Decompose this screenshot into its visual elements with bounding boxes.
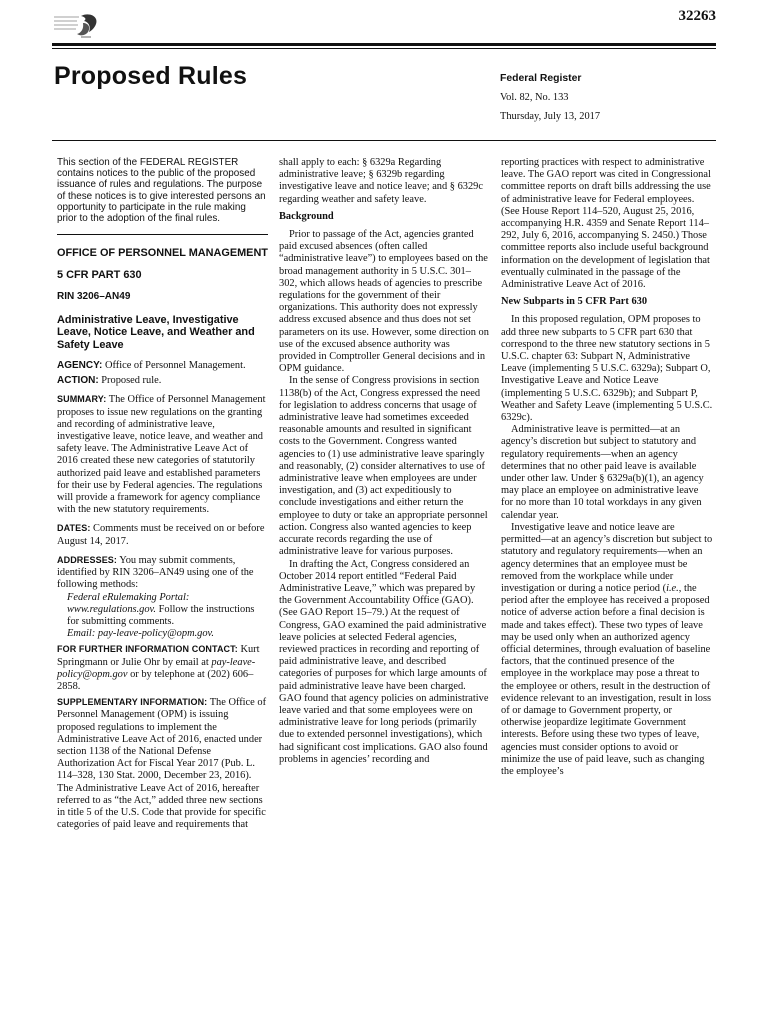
email-link[interactable]: pay-leave-policy@opm.gov. xyxy=(97,628,214,640)
portal-label: Federal eRulemaking Portal: xyxy=(67,591,190,603)
portal-line xyxy=(57,592,268,629)
email-label: Email: xyxy=(67,628,96,640)
document-title: Administrative Leave, Investigative Leave, Notice Leave, and Weather and Safety Leave xyxy=(57,313,255,351)
action-label: ACTION: xyxy=(57,375,99,387)
intro-divider xyxy=(57,234,268,235)
cfr-part: 5 CFR PART 630 xyxy=(57,269,142,282)
background-heading: Background xyxy=(279,210,334,222)
contact-name: Kurt Springmann or Julie Ohr by email at xyxy=(57,644,260,668)
volume-number: Vol. 82, No. 133 xyxy=(500,92,569,103)
contact-field xyxy=(57,643,268,693)
summary-label: SUMMARY: xyxy=(57,394,107,405)
publication-info xyxy=(500,73,600,130)
column-2-continuation: shall apply to each: § 6329a Regarding administrative leave; § 6329b regarding investigative leave and notice leave; and § 6329c regarding weather and safety leave. xyxy=(279,157,483,205)
section-title: Proposed Rules xyxy=(54,62,248,90)
supplementary-text: The Office of Personnel Management (OPM) is issuing proposed regulations to implement the Administrative Leave Act of 2016, enacted under section 1138 of the National Defense Authorization Act for Fiscal Year 2017 (Pub. L. 114–328, 130 Stat. 2000, December 23, 2016). The Administrative Leave Act of 2016, hereafter referred to as “the Act,” added three new sections in title 5 of the U.S. Code that provide for specific categories of paid leave and requirements that xyxy=(57,697,267,831)
addresses-field xyxy=(57,554,268,592)
gpo-authentication-seal-icon xyxy=(53,12,99,40)
summary-text: The Office of Personnel Management proposes to issue new regulations on the granting and recording of administrative leave, investigative leave, notice leave, and weather and safety leave. The Administrative Leave Act of 2016 created these new categories of statutorily authorized paid leave and established parameters for their use by Federal agencies. The regulations will provide a framework for agency compliance with the new statutory requirements. xyxy=(57,394,266,516)
contact-email-link[interactable]: pay-leave-policy@opm.gov xyxy=(57,656,256,680)
portal-instructions: Follow the instructions for submitting comments. xyxy=(67,603,255,627)
supplementary-label: SUPPLEMENTARY INFORMATION: xyxy=(57,697,208,708)
agency-field xyxy=(57,360,268,372)
dates-text: Comments must be received on or before August 14, 2017. xyxy=(57,523,265,547)
addresses-text: You may submit comments, identified by RIN 3206–AN49 using one of the following methods: xyxy=(57,554,254,591)
supplementary-field xyxy=(57,696,268,831)
column-2 xyxy=(279,157,489,766)
agency-heading: OFFICE OF PERSONNEL MANAGEMENT xyxy=(57,247,268,260)
background-paragraph-3: In drafting the Act, Congress considered an October 2014 report entitled “Federal Paid Administrative Leave,” which was prepared by the Government Accountability Office (GAO). (See GAO Report 15–79.) At the request of Congress, GAO examined the paid administrative leave policies at selected Federal agencies, reviewed practices in recording and reporting of paid administrative leave, and described categories of purposes for which large amounts of paid administrative leave have been charged. GAO found that agency policies on administrative leave varied and that some employees were on administrative leave for long periods (primarily due to extended personnel investigations), which had significant cost implications. GAO also found problems in agencies’ recording and xyxy=(279,558,489,765)
dates-field xyxy=(57,522,268,547)
background-paragraph-2: In the sense of Congress provisions in section 1138(b) of the Act, Congress expressed the need for legislation to address concerns that usage of administrative leave had sometimes exceeded reasonable amounts and resulted in significant costs to the Government. Congress wanted agencies to (1) use administrative leave sparingly and reasonably, (2) consider alternatives to use of administrative leave when employees are under investigation, and (3) act expeditiously to conclude investigations and either return the employee to duty or take an appropriate personnel action. Congress also wanted agencies to keep accurate records regarding the use of administrative leave for various purposes. xyxy=(279,375,488,558)
portal-link[interactable]: www.regulations.gov. xyxy=(67,603,156,615)
rin-number: RIN 3206–AN49 xyxy=(57,290,131,302)
page-number: 32263 xyxy=(678,8,716,24)
header-rule-thin xyxy=(52,48,716,49)
column-3-continuation: reporting practices with respect to administrative leave. The GAO report was cited in Congressional committee reports on draft bills addressing the use of administrative leave for Federal employees. (See House Report 114–520, August 25, 2016, accompanying H.R. 4359 and Senate Report 114–292, July 6, 2016, accompanying S. 2450.) Those committee reports also include useful background information on the development of legislation that eventually culminated in the passage of the Administrative Leave Act of 2016. xyxy=(501,157,711,291)
addresses-label: ADDRESSES: xyxy=(57,554,118,565)
agency-text: Office of Personnel Management. xyxy=(104,360,246,372)
email-line xyxy=(57,628,268,640)
subparts-paragraph-3-part-b: , the period after the employee has received a proposed notice of adverse action before a final decision is made and takes effect). These two types of leave may be used only when an authorized agency official determines, through evaluation of baseline factors, that the continued presence of the employee in the workplace may pose a threat to the employee or others, result in the destruction of evidence relevant to an investigation, result in loss of or damage to Government property, or otherwise jeopardize legitimate Government interests. Before using these two types of leave, agencies must consider options to avoid or minimize the use of paid leave, such as changing the employee’s xyxy=(501,582,712,777)
summary-field xyxy=(57,393,268,516)
contact-phone: or by telephone at (202) 606–2858. xyxy=(57,668,254,692)
column-1 xyxy=(57,157,268,834)
dates-label: DATES: xyxy=(57,523,91,534)
ie-abbreviation: i.e. xyxy=(666,582,679,594)
subparts-paragraph-3-part-a: Investigative leave and notice leave are permitted—at an agency’s discretion but subject to statutory and regulatory requirements—when an agency determines that an employee must be removed from the workplace while under investigation or during a notice period ( xyxy=(501,521,713,594)
background-paragraph-1: Prior to passage of the Act, agencies granted paid excused absences (often called “administrative leave”) to employees based on the broad management authority in 5 U.S.C. 301–302, which allows heads of agencies to prescribe regulations for the government of their organizations. This authority does not expressly address excused absence and thus does not set parameters on its use. However, some direction on use of the excused absence authority was provided in Comptroller General decisions and in OPM guidance. xyxy=(279,229,489,375)
action-field xyxy=(57,375,268,387)
subparts-paragraph-3 xyxy=(501,522,713,778)
subparts-paragraph-1: In this proposed regulation, OPM proposes to add three new subparts to 5 CFR part 630 that correspond to the three new statutory sections in 5 U.S.C. chapter 63: Subpart N, Administrative Leave (implementing 5 U.S.C. 6329a); Subpart O, Investigative Leave and Notice Leave (implementing 5 U.S.C. 6329b); and Subpart P, Weather and Safety Leave (implementing 5 U.S.C. 6329c). xyxy=(501,314,713,424)
publication-name: Federal Register xyxy=(500,73,582,84)
new-subparts-heading: New Subparts in 5 CFR Part 630 xyxy=(501,296,648,308)
publication-date: Thursday, July 13, 2017 xyxy=(500,111,601,122)
subparts-paragraph-2: Administrative leave is permitted—at an agency’s discretion but subject to statutory and regulatory requirements—when an agency determines that no other paid leave is available under other law. Under § 6329a(b)(1), an agency may place an employee on administrative leave for no more than 10 total workdays in any given calendar year. xyxy=(501,424,704,521)
section-intro: This section of the FEDERAL REGISTER contains notices to the public of the proposed issuance of rules and regulations. The purpose of these notices is to give interested persons an opportunity to participate in the rule making prior to the adoption of the final rules. xyxy=(57,157,266,225)
header-rule-thick xyxy=(52,43,716,46)
contact-label: FOR FURTHER INFORMATION CONTACT: xyxy=(57,644,238,655)
action-text: Proposed rule. xyxy=(101,375,162,387)
column-3 xyxy=(501,157,713,778)
header-divider xyxy=(52,140,716,141)
agency-label: AGENCY: xyxy=(57,360,103,372)
